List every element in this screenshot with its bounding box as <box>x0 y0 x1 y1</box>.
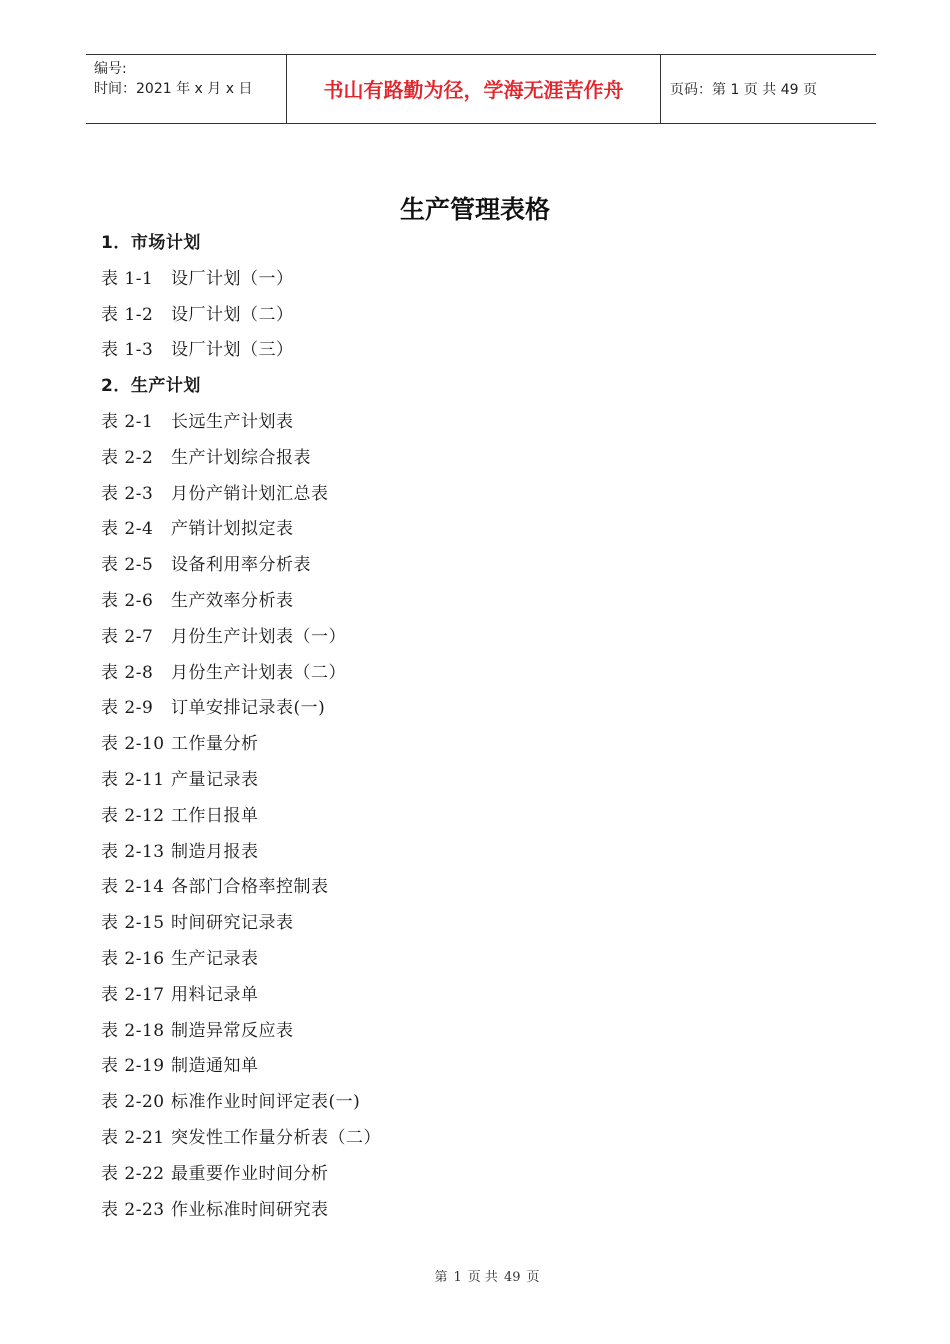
document-time-label: 时间：2021 年 x 月 x 日 <box>94 81 253 97</box>
toc-item-number: 表 2-5 <box>101 555 154 576</box>
document-number-label: 编号: <box>94 61 127 77</box>
toc-item <box>101 1085 861 1121</box>
toc-item-title: 生产计划综合报表 <box>171 447 311 468</box>
toc-item-title: 月份生产计划表（二） <box>171 662 346 683</box>
footer-page-number: 1 <box>453 1270 462 1285</box>
toc-item-number: 表 2-10 <box>101 734 165 755</box>
toc-item-number: 表 2-12 <box>101 805 165 826</box>
toc-item-number: 表 2-18 <box>101 1020 165 1041</box>
toc-item-number: 表 1-1 <box>101 268 154 289</box>
toc-item-number: 表 2-7 <box>101 626 154 647</box>
toc-item-number: 表 2-3 <box>101 483 154 504</box>
toc-item-title: 最重要作业时间分析 <box>171 1163 329 1184</box>
toc-section-heading: 1．市场计划 <box>101 233 201 253</box>
toc-item-title: 各部门合格率控制表 <box>171 877 329 898</box>
toc-item <box>101 405 861 441</box>
toc-item <box>101 763 861 799</box>
toc-item-number: 表 2-13 <box>101 841 165 862</box>
toc-item <box>101 978 861 1014</box>
toc-item-title: 设厂计划（一） <box>171 268 294 289</box>
toc-item-number: 表 1-3 <box>101 340 154 361</box>
toc-item-title: 突发性工作量分析表（二） <box>171 1127 381 1148</box>
toc-item-number: 表 2-8 <box>101 662 154 683</box>
toc-item-title: 时间研究记录表 <box>171 913 294 934</box>
footer-prefix: 第 <box>434 1270 448 1285</box>
toc-item-number: 表 2-21 <box>101 1127 165 1148</box>
toc-item-title: 产量记录表 <box>171 769 259 790</box>
toc-item-title: 生产记录表 <box>171 948 259 969</box>
header-meta <box>94 59 252 99</box>
toc-item-title: 月份生产计划表（一） <box>171 626 346 647</box>
toc-item <box>101 906 861 942</box>
toc-item-number: 表 2-6 <box>101 590 154 611</box>
toc-item <box>101 262 861 298</box>
toc-item <box>101 1014 861 1050</box>
toc-item <box>101 942 861 978</box>
toc-item-title: 用料记录单 <box>171 984 259 1005</box>
toc-item-number: 表 2-19 <box>101 1056 165 1077</box>
page-header <box>86 54 876 124</box>
toc-item-number: 表 1-2 <box>101 304 154 325</box>
toc-item <box>101 656 861 692</box>
toc-item-title: 设厂计划（三） <box>171 340 294 361</box>
toc-item-title: 月份产销计划汇总表 <box>171 483 329 504</box>
toc-item <box>101 1193 861 1229</box>
toc-item <box>101 727 861 763</box>
toc-item <box>101 799 861 835</box>
toc-item <box>101 870 861 906</box>
toc-item <box>101 691 861 727</box>
toc-item <box>101 512 861 548</box>
toc-item-number: 表 2-23 <box>101 1199 165 1220</box>
toc-item-number: 表 2-17 <box>101 984 165 1005</box>
toc-item-title: 工作日报单 <box>171 805 259 826</box>
toc-section-heading: 2．生产计划 <box>101 376 201 397</box>
page-footer <box>0 1266 950 1285</box>
toc-item-title: 长远生产计划表 <box>171 411 294 432</box>
table-of-contents <box>101 226 861 1228</box>
toc-item-number: 表 2-22 <box>101 1163 165 1184</box>
toc-item-number: 表 2-20 <box>101 1092 165 1113</box>
toc-item-number: 表 2-9 <box>101 698 154 719</box>
toc-item-number: 表 2-16 <box>101 948 165 969</box>
toc-item-title: 制造异常反应表 <box>171 1020 294 1041</box>
toc-item <box>101 477 861 513</box>
toc-item-number: 表 2-1 <box>101 411 154 432</box>
toc-item <box>101 1157 861 1193</box>
toc-item-title: 产销计划拟定表 <box>171 519 294 540</box>
footer-total-pages: 49 <box>503 1270 521 1285</box>
toc-item <box>101 441 861 477</box>
document-title: 生产管理表格 <box>399 195 550 224</box>
toc-item-title: 订单安排记录表(一) <box>171 698 326 719</box>
footer-middle: 页 共 <box>467 1270 498 1285</box>
toc-item-title: 设备利用率分析表 <box>171 555 311 576</box>
toc-item <box>101 584 861 620</box>
toc-item-title: 作业标准时间研究表 <box>171 1199 329 1220</box>
toc-item-number: 表 2-11 <box>101 769 165 790</box>
toc-item <box>101 298 861 334</box>
toc-item <box>101 1121 861 1157</box>
toc-item <box>101 1049 861 1085</box>
header-divider <box>660 55 661 123</box>
toc-item <box>101 333 861 369</box>
toc-item-number: 表 2-15 <box>101 913 165 934</box>
toc-item-title: 生产效率分析表 <box>171 590 294 611</box>
toc-item <box>101 548 861 584</box>
toc-item-title: 标准作业时间评定表(一) <box>171 1092 361 1113</box>
footer-suffix: 页 <box>526 1270 540 1285</box>
toc-item-number: 表 2-2 <box>101 447 154 468</box>
header-page-info: 页码：第 1 页 共 49 页 <box>670 82 817 98</box>
toc-item <box>101 835 861 871</box>
toc-item-number: 表 2-14 <box>101 877 165 898</box>
toc-item-title: 制造月报表 <box>171 841 259 862</box>
header-motto: 书山有路勤为径，学海无涯苦作舟 <box>323 78 624 102</box>
toc-item-title: 设厂计划（二） <box>171 304 294 325</box>
toc-item-title: 工作量分析 <box>171 734 259 755</box>
toc-item-number: 表 2-4 <box>101 519 154 540</box>
toc-item <box>101 620 861 656</box>
toc-item-title: 制造通知单 <box>171 1056 259 1077</box>
